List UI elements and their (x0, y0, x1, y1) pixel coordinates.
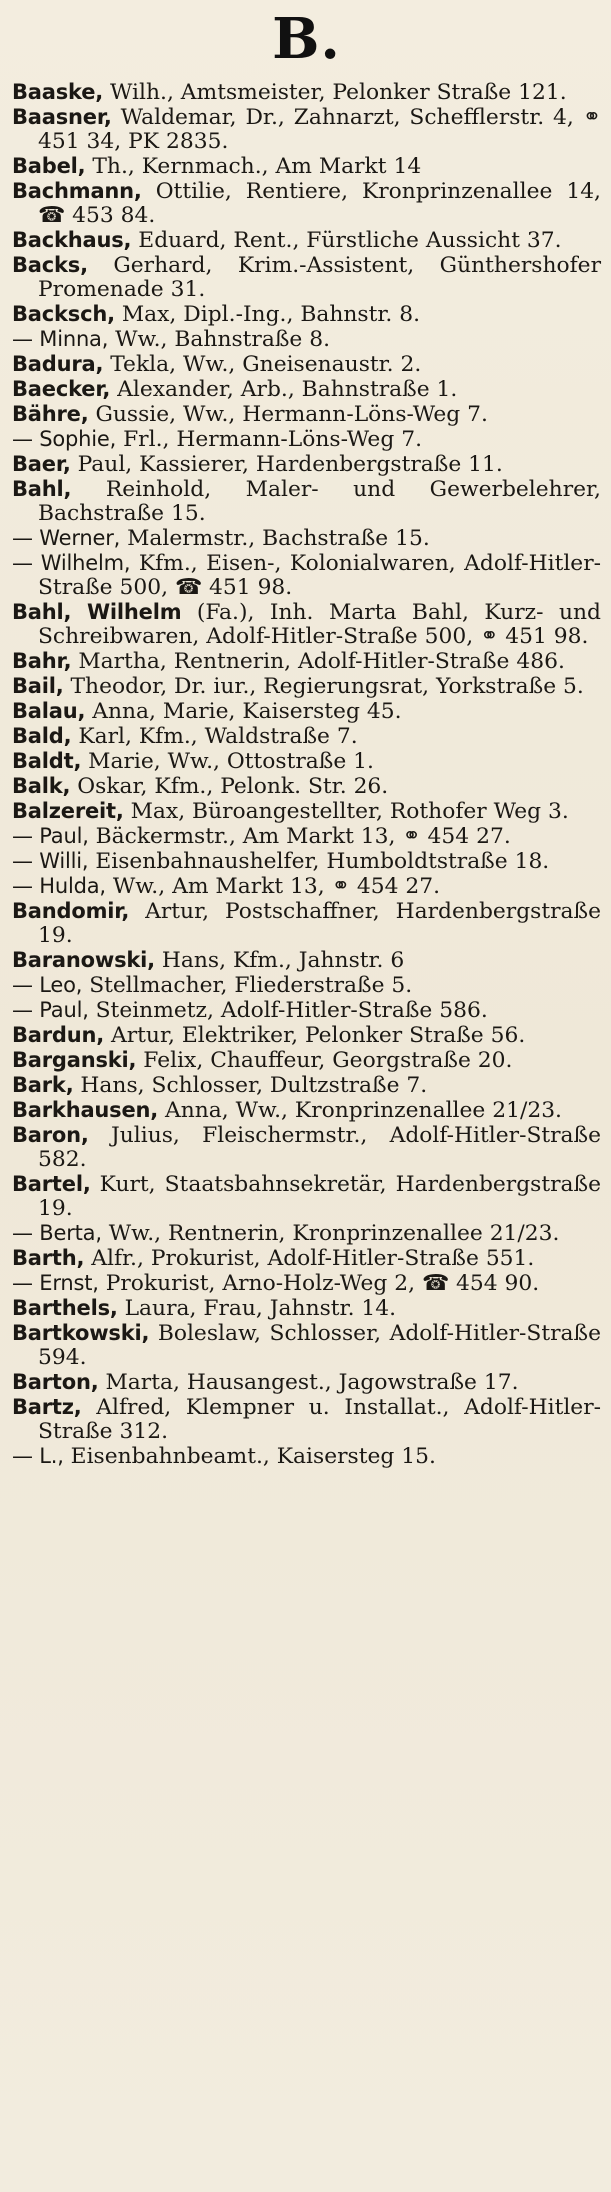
entry-details: Oskar, Kfm., Pelonk. Str. 26. (77, 774, 389, 799)
entry-name: Bardun, (12, 1023, 105, 1047)
entry-name: — Berta, (12, 1221, 102, 1245)
entry-details: Anna, Ww., Kronprinzenallee 21/23. (164, 1098, 562, 1123)
entry-name: Barton, (12, 1370, 99, 1394)
entry-name: Bahl, (12, 477, 72, 501)
entry-details: (Fa.), Inh. Marta Bahl, Kurz- und Schreibwaren, Adolf-Hitler-Straße 500, ⚭ 451 98. (38, 600, 601, 649)
directory-entry (12, 849, 601, 874)
entry-details: Alexander, Arb., Bahnstraße 1. (117, 377, 458, 402)
entry-details: Ww., Am Markt 13, ⚭ 454 27. (112, 874, 441, 899)
entry-details: Eduard, Rent., Fürstliche Aussicht 37. (138, 228, 562, 253)
directory-entry (12, 154, 601, 179)
entry-name: Bald, (12, 724, 72, 748)
entry-name: Bachmann, (12, 179, 142, 203)
directory-entry (12, 1221, 601, 1246)
entry-details: Eisenbahnaushelfer, Humboldtstraße 18. (95, 849, 550, 874)
entry-details: Artur, Elektriker, Pelonker Straße 56. (110, 1023, 526, 1048)
directory-entry (12, 1370, 601, 1395)
entry-details: Boleslaw, Schlosser, Adolf-Hitler-Straße 594. (38, 1321, 601, 1370)
entry-details: Laura, Frau, Jahnstr. 14. (124, 1296, 397, 1321)
directory-entry (12, 327, 601, 352)
directory-entry (12, 799, 601, 824)
directory-entry (12, 80, 601, 105)
directory-entry (12, 1172, 601, 1221)
directory-entry (12, 649, 601, 674)
entry-details: Anna, Marie, Kaisersteg 45. (92, 699, 402, 724)
entry-name: Baasner, (12, 105, 112, 129)
directory-entry (12, 774, 601, 799)
directory-entry (12, 1073, 601, 1098)
directory-entry (12, 1296, 601, 1321)
directory-entry (12, 948, 601, 973)
directory-entry (12, 874, 601, 899)
directory-entry (12, 526, 601, 551)
entry-details: Hans, Kfm., Jahnstr. 6 (161, 948, 405, 973)
entry-name: Balau, (12, 699, 86, 723)
directory-entry (12, 477, 601, 526)
entry-details: Gussie, Ww., Hermann-Löns-Weg 7. (95, 402, 488, 427)
entry-details: Prokurist, Arno-Holz-Weg 2, ☎ 454 90. (105, 1271, 540, 1296)
entry-details: Ww., Bahnstraße 8. (115, 327, 331, 352)
entry-name: — Sophie, (12, 427, 117, 451)
entry-details: Tekla, Ww., Gneisenaustr. 2. (110, 352, 422, 377)
entry-name: Baer, (12, 452, 71, 476)
entry-name: Backsch, (12, 302, 115, 326)
directory-entry (12, 105, 601, 154)
directory-entry (12, 551, 601, 600)
directory-entry (12, 674, 601, 699)
entry-details: Th., Kernmach., Am Markt 14 (92, 154, 422, 179)
entry-details: Kurt, Staatsbahnsekretär, Hardenbergstraße 19. (38, 1172, 601, 1221)
entry-name: Balk, (12, 774, 71, 798)
entry-name: — Hulda, (12, 874, 106, 898)
entry-name: Bahl, Wilhelm (12, 600, 182, 624)
entry-name: Barthels, (12, 1296, 118, 1320)
directory-entry (12, 1321, 601, 1370)
directory-entry (12, 228, 601, 253)
entry-name: — Minna, (12, 327, 109, 351)
entry-name: — Wilhelm, (12, 551, 131, 575)
entry-name: Bark, (12, 1073, 74, 1097)
directory-entry (12, 998, 601, 1023)
directory-entry (12, 1246, 601, 1271)
entry-name: — Paul, (12, 824, 89, 848)
entry-details: Theodor, Dr. iur., Regierungsrat, Yorkstraße 5. (70, 674, 584, 699)
entry-name: Backhaus, (12, 228, 132, 252)
entry-details: Wilh., Amtsmeister, Pelonker Straße 121. (110, 80, 567, 105)
entry-details: Eisenbahnbeamt., Kaisersteg 15. (70, 1444, 436, 1469)
directory-entry (12, 724, 601, 749)
entry-name: Baecker, (12, 377, 111, 401)
entry-name: Badura, (12, 352, 104, 376)
entry-name: Barganski, (12, 1048, 137, 1072)
entry-details: Frl., Hermann-Löns-Weg 7. (123, 427, 422, 452)
directory-entry (12, 600, 601, 649)
directory-entry (12, 1444, 601, 1469)
entry-list (12, 80, 601, 1469)
directory-entry (12, 899, 601, 948)
entry-details: Artur, Postschaffner, Hardenbergstraße 19. (38, 899, 601, 948)
entry-name: Balzereit, (12, 799, 124, 823)
entry-details: Bäckermstr., Am Markt 13, ⚭ 454 27. (95, 824, 511, 849)
entry-details: Hans, Schlosser, Dultzstraße 7. (80, 1073, 428, 1098)
entry-name: Bail, (12, 674, 64, 698)
entry-name: — L., (12, 1444, 64, 1468)
entry-details: Gerhard, Krim.-Assistent, Günthershofer Promenade 31. (38, 253, 601, 302)
entry-details: Ottilie, Rentiere, Kronprinzenallee 14, ☎ 453 84. (38, 179, 601, 228)
entry-name: Bartz, (12, 1395, 82, 1419)
entry-details: Paul, Kassierer, Hardenbergstraße 11. (77, 452, 503, 477)
entry-details: Alfr., Prokurist, Adolf-Hitler-Straße 551. (91, 1246, 535, 1271)
entry-details: Kfm., Eisen-, Kolonialwaren, Adolf-Hitler-Straße 500, ☎ 451 98. (38, 551, 601, 600)
entry-details: Marie, Ww., Ottostraße 1. (88, 749, 374, 774)
directory-entry (12, 253, 601, 302)
directory-entry (12, 1048, 601, 1073)
directory-entry (12, 1123, 601, 1172)
entry-details: Martha, Rentnerin, Adolf-Hitler-Straße 486. (78, 649, 565, 674)
entry-name: Bartel, (12, 1172, 91, 1196)
entry-details: Max, Büroangestellter, Rothofer Weg 3. (130, 799, 569, 824)
directory-entry (12, 1023, 601, 1048)
entry-details: Julius, Fleischermstr., Adolf-Hitler-Straße 582. (38, 1123, 602, 1172)
entry-details: Stellmacher, Fliederstraße 5. (89, 973, 413, 998)
section-letter-heading: B. (272, 6, 341, 72)
entry-details: Waldemar, Dr., Zahnarzt, Schefflerstr. 4, ⚭ 451 34, PK 2835. (38, 105, 601, 154)
entry-name: Baaske, (12, 80, 104, 104)
directory-entry (12, 824, 601, 849)
entry-name: Bartkowski, (12, 1321, 150, 1345)
entry-name: Bandomir, (12, 899, 130, 923)
entry-name: Babel, (12, 154, 86, 178)
directory-entry (12, 1395, 601, 1444)
entry-name: Baron, (12, 1123, 89, 1147)
directory-entry (12, 302, 601, 327)
directory-entry (12, 377, 601, 402)
entry-details: Ww., Rentnerin, Kronprinzenallee 21/23. (108, 1221, 560, 1246)
entry-name: Baldt, (12, 749, 82, 773)
directory-entry (12, 973, 601, 998)
entry-name: — Ernst, (12, 1271, 99, 1295)
entry-name: — Willi, (12, 849, 89, 873)
entry-details: Max, Dipl.-Ing., Bahnstr. 8. (121, 302, 421, 327)
directory-entry (12, 749, 601, 774)
entry-name: Barkhausen, (12, 1098, 159, 1122)
entry-details: Alfred, Klempner u. Installat., Adolf-Hitler-Straße 312. (38, 1395, 601, 1444)
entry-details: Malermstr., Bachstraße 15. (127, 526, 430, 551)
entry-name: — Paul, (12, 998, 89, 1022)
entry-name: Baranowski, (12, 948, 155, 972)
entry-details: Steinmetz, Adolf-Hitler-Straße 586. (95, 998, 488, 1023)
entry-name: Barth, (12, 1246, 85, 1270)
entry-details: Reinhold, Maler- und Gewerbelehrer, Bachstraße 15. (38, 477, 601, 526)
entry-details: Karl, Kfm., Waldstraße 7. (78, 724, 358, 749)
directory-entry (12, 402, 601, 427)
entry-name: — Werner, (12, 526, 121, 550)
directory-entry (12, 352, 601, 377)
entry-details: Felix, Chauffeur, Georgstraße 20. (143, 1048, 513, 1073)
entry-details: Marta, Hausangest., Jagowstraße 17. (105, 1370, 519, 1395)
directory-entry (12, 1098, 601, 1123)
entry-name: Bahr, (12, 649, 72, 673)
directory-entry (12, 699, 601, 724)
entry-name: Bähre, (12, 402, 89, 426)
directory-entry (12, 427, 601, 452)
entry-name: — Leo, (12, 973, 83, 997)
directory-entry (12, 179, 601, 228)
directory-entry (12, 452, 601, 477)
entry-name: Backs, (12, 253, 88, 277)
directory-entry (12, 1271, 601, 1296)
